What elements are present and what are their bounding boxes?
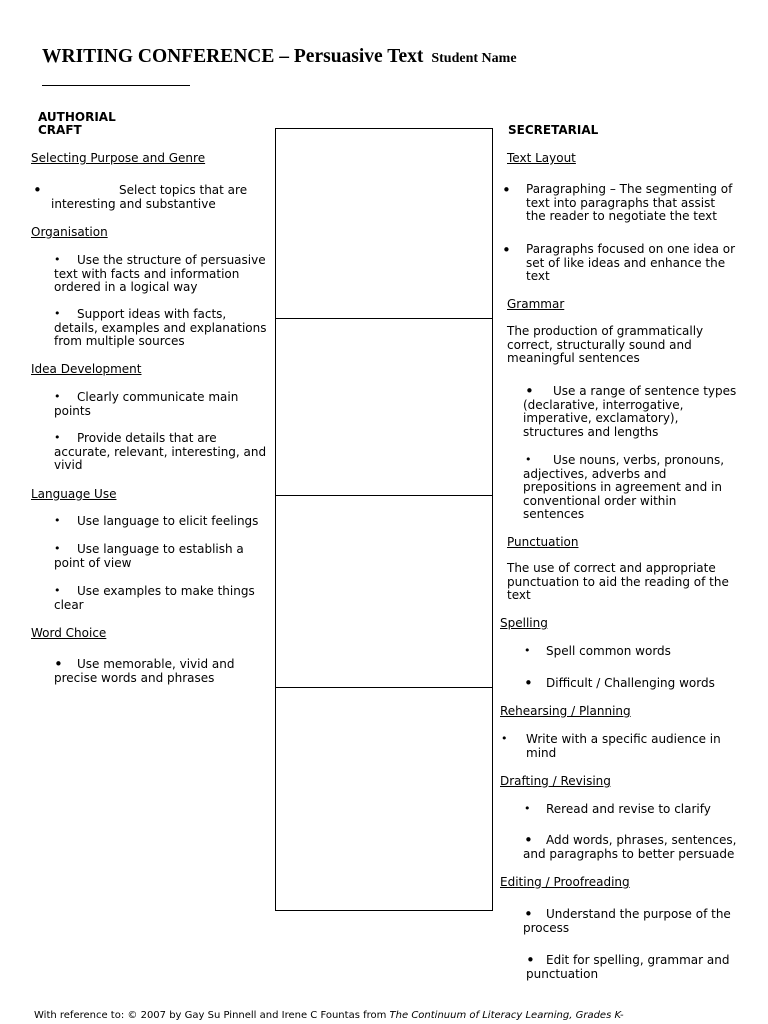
- bullet-icon: •: [54, 655, 63, 673]
- list-item-text: Paragraphs focused on one idea or set of like ideas and enhance the text: [526, 242, 736, 283]
- punctuation-intro: The use of correct and appropriate punctuation to aid the reading of the text: [507, 561, 729, 602]
- bullet-icon: •: [524, 644, 531, 657]
- footer-reference: [34, 1010, 624, 1021]
- heading-spelling: Spelling: [500, 616, 548, 630]
- box-divider: [275, 687, 493, 688]
- list-item-text: Use nouns, verbs, pronouns, adjectives, adverbs and prepositions in agreement and in conventional order within sentences: [523, 453, 725, 521]
- bullet-icon: •: [54, 253, 61, 266]
- heading-editing-proofreading: Editing / Proofreading: [500, 875, 630, 889]
- list-item-text: Edit for spelling, grammar and punctuation: [526, 953, 730, 981]
- bullet-icon: •: [525, 453, 532, 466]
- list-item-text: Use memorable, vivid and precise words and phrases: [54, 657, 235, 685]
- bullet-icon: •: [54, 584, 61, 597]
- list-item-text: Provide details that are accurate, relevant, interesting, and vivid: [54, 431, 267, 472]
- page-title: [42, 46, 517, 68]
- bullet-icon: •: [502, 241, 511, 259]
- heading-selecting-purpose: Selecting Purpose and Genre: [31, 151, 206, 165]
- bullet-icon: •: [54, 307, 61, 320]
- heading-rehearsing-planning: Rehearsing / Planning: [500, 704, 631, 718]
- heading-language-use: Language Use: [31, 487, 117, 501]
- list-item-text: Use examples to make things clear: [54, 584, 255, 612]
- list-item-text: Use language to establish a point of view: [54, 542, 244, 570]
- heading-text-layout: Text Layout: [507, 151, 576, 165]
- bullet-icon: •: [526, 951, 535, 969]
- conference-notes-box[interactable]: [275, 128, 493, 911]
- bullet-icon: •: [525, 382, 534, 400]
- heading-idea-development: Idea Development: [31, 362, 142, 376]
- bullet-icon: •: [54, 431, 61, 444]
- list-item-text: Add words, phrases, sentences, and paragraphs to better persuade: [523, 833, 737, 861]
- box-divider: [275, 495, 493, 496]
- list-item-text: Use language to elicit feelings: [77, 514, 259, 528]
- bullet-icon: •: [524, 831, 533, 849]
- bullet-icon: •: [54, 542, 61, 555]
- list-item-text: Select topics that are interesting and substantive: [51, 183, 248, 211]
- bullet-icon: •: [54, 390, 61, 403]
- list-item-text: Understand the purpose of the process: [523, 907, 731, 935]
- list-item-text: Clearly communicate main points: [54, 390, 239, 418]
- student-name-label: Student Name: [431, 51, 517, 66]
- list-item-text: Difficult / Challenging words: [546, 676, 715, 690]
- heading-word-choice: Word Choice: [31, 626, 107, 640]
- list-item-text: Use the structure of persuasive text with facts and information ordered in a logical way: [54, 253, 266, 294]
- list-item-text: Use a range of sentence types (declarative, interrogative, imperative, exclamatory), structures and lengths: [523, 384, 737, 439]
- bullet-icon: •: [502, 181, 511, 199]
- title-text: WRITING CONFERENCE – Persuasive Text: [42, 46, 424, 67]
- heading-organisation: Organisation: [31, 225, 108, 239]
- list-item-text: Spell common words: [546, 644, 671, 658]
- bullet-icon: •: [524, 802, 531, 815]
- box-divider: [275, 318, 493, 319]
- list-item-text: Reread and revise to clarify: [546, 802, 711, 816]
- authorial-craft-header: AUTHORIAL CRAFT: [38, 110, 116, 137]
- bullet-icon: •: [524, 674, 533, 692]
- list-item-text: Write with a specific audience in mind: [526, 732, 721, 760]
- bullet-icon: •: [54, 514, 61, 527]
- student-name-line: [42, 85, 190, 86]
- heading-punctuation: Punctuation: [507, 535, 579, 549]
- footer-prefix: With reference to: © 2007 by Gay Su Pinnell and Irene C Fountas from: [34, 1010, 390, 1021]
- list-item-text: Paragraphing – The segmenting of text into paragraphs that assist the reader to negotiate the text: [526, 182, 733, 223]
- list-item-text: Support ideas with facts, details, examples and explanations from multiple sources: [54, 307, 267, 348]
- heading-drafting-revising: Drafting / Revising: [500, 774, 611, 788]
- secretarial-header: SECRETARIAL: [508, 123, 599, 137]
- bullet-icon: •: [524, 905, 533, 923]
- heading-grammar: Grammar: [507, 297, 565, 311]
- bullet-icon: •: [501, 732, 508, 745]
- footer-book-title: The Continuum of Literacy Learning, Grades K-: [389, 1010, 624, 1021]
- bullet-icon: •: [33, 181, 42, 199]
- grammar-intro: The production of grammatically correct, structurally sound and meaningful sentences: [507, 324, 704, 365]
